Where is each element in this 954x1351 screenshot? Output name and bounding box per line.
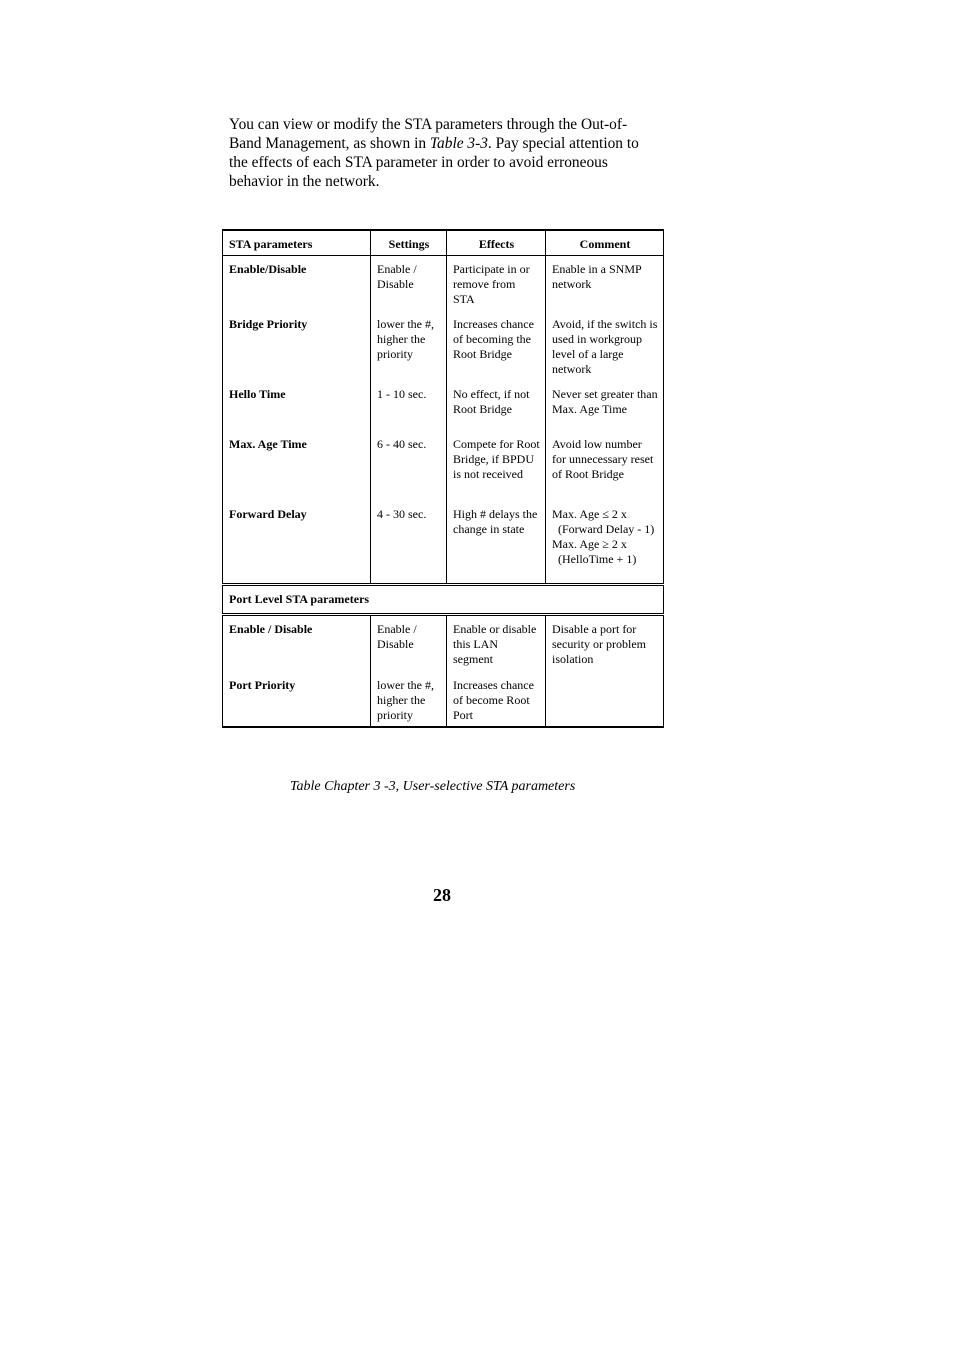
comment-line: (Forward Delay - 1): [552, 522, 655, 536]
setting-cell: Enable / Disable: [371, 256, 447, 314]
table-row: [223, 256, 664, 314]
comment-line: (HelloTime + 1): [552, 552, 637, 566]
comment-cell: Avoid low number for unnecessary reset of Root Bridge: [546, 433, 664, 503]
comment-cell: Enable in a SNMP network: [546, 256, 664, 314]
table-row: [223, 433, 664, 503]
table-row: [223, 503, 664, 585]
effect-cell: No effect, if not Root Bridge: [447, 383, 546, 433]
table-reference: Table 3-3: [429, 135, 488, 152]
effect-cell: Enable or disable this LAN segment: [447, 615, 546, 675]
effect-cell: Increases chance of become Root Port: [447, 674, 546, 727]
param-cell: Port Priority: [223, 674, 371, 727]
param-cell: Forward Delay: [223, 503, 371, 585]
param-cell: Bridge Priority: [223, 313, 371, 383]
comment-cell: Never set greater than Max. Age Time: [546, 383, 664, 433]
setting-cell: Enable / Disable: [371, 615, 447, 675]
table-row: [223, 615, 664, 675]
effect-cell: Increases chance of becoming the Root Bridge: [447, 313, 546, 383]
header-sta-parameters: STA parameters: [223, 230, 371, 256]
param-cell: Hello Time: [223, 383, 371, 433]
sta-parameters-table: [222, 229, 664, 728]
section-title: Port Level STA parameters: [223, 585, 664, 615]
effect-cell: High # delays the change in state: [447, 503, 546, 585]
section-row: [223, 585, 664, 615]
setting-cell: 4 - 30 sec.: [371, 503, 447, 585]
header-effects: Effects: [447, 230, 546, 256]
comment-line: Max. Age ≤ 2 x: [552, 507, 627, 521]
intro-text-1: You can view or modify the STA parameters through the Out-of-Band Management, as shown in: [229, 116, 628, 152]
header-settings: Settings: [371, 230, 447, 256]
comment-cell: [546, 503, 664, 585]
table-header-row: [223, 230, 664, 256]
comment-cell: Avoid, if the switch is used in workgroup level of a large network: [546, 313, 664, 383]
table-row: [223, 313, 664, 383]
param-cell: Enable/Disable: [223, 256, 371, 314]
table-caption: Table Chapter 3 -3, User-selective STA parameters: [290, 779, 576, 794]
intro-text-2: . Pay special attention to the effects of each STA parameter in order to avoid erroneous behavior in the network.: [229, 135, 639, 190]
table-row: [223, 383, 664, 433]
setting-cell: 1 - 10 sec.: [371, 383, 447, 433]
setting-cell: lower the #, higher the priority: [371, 674, 447, 727]
effect-cell: Participate in or remove from STA: [447, 256, 546, 314]
page-number: 28: [433, 885, 451, 905]
table-row: [223, 674, 664, 727]
setting-cell: 6 - 40 sec.: [371, 433, 447, 503]
setting-cell: lower the #, higher the priority: [371, 313, 447, 383]
intro-paragraph: [229, 115, 659, 191]
comment-cell: Disable a port for security or problem isolation: [546, 615, 664, 675]
comment-line: Max. Age ≥ 2 x: [552, 537, 627, 551]
header-comment: Comment: [546, 230, 664, 256]
effect-cell: Compete for Root Bridge, if BPDU is not received: [447, 433, 546, 503]
comment-cell: [546, 674, 664, 727]
param-cell: Enable / Disable: [223, 615, 371, 675]
param-cell: Max. Age Time: [223, 433, 371, 503]
